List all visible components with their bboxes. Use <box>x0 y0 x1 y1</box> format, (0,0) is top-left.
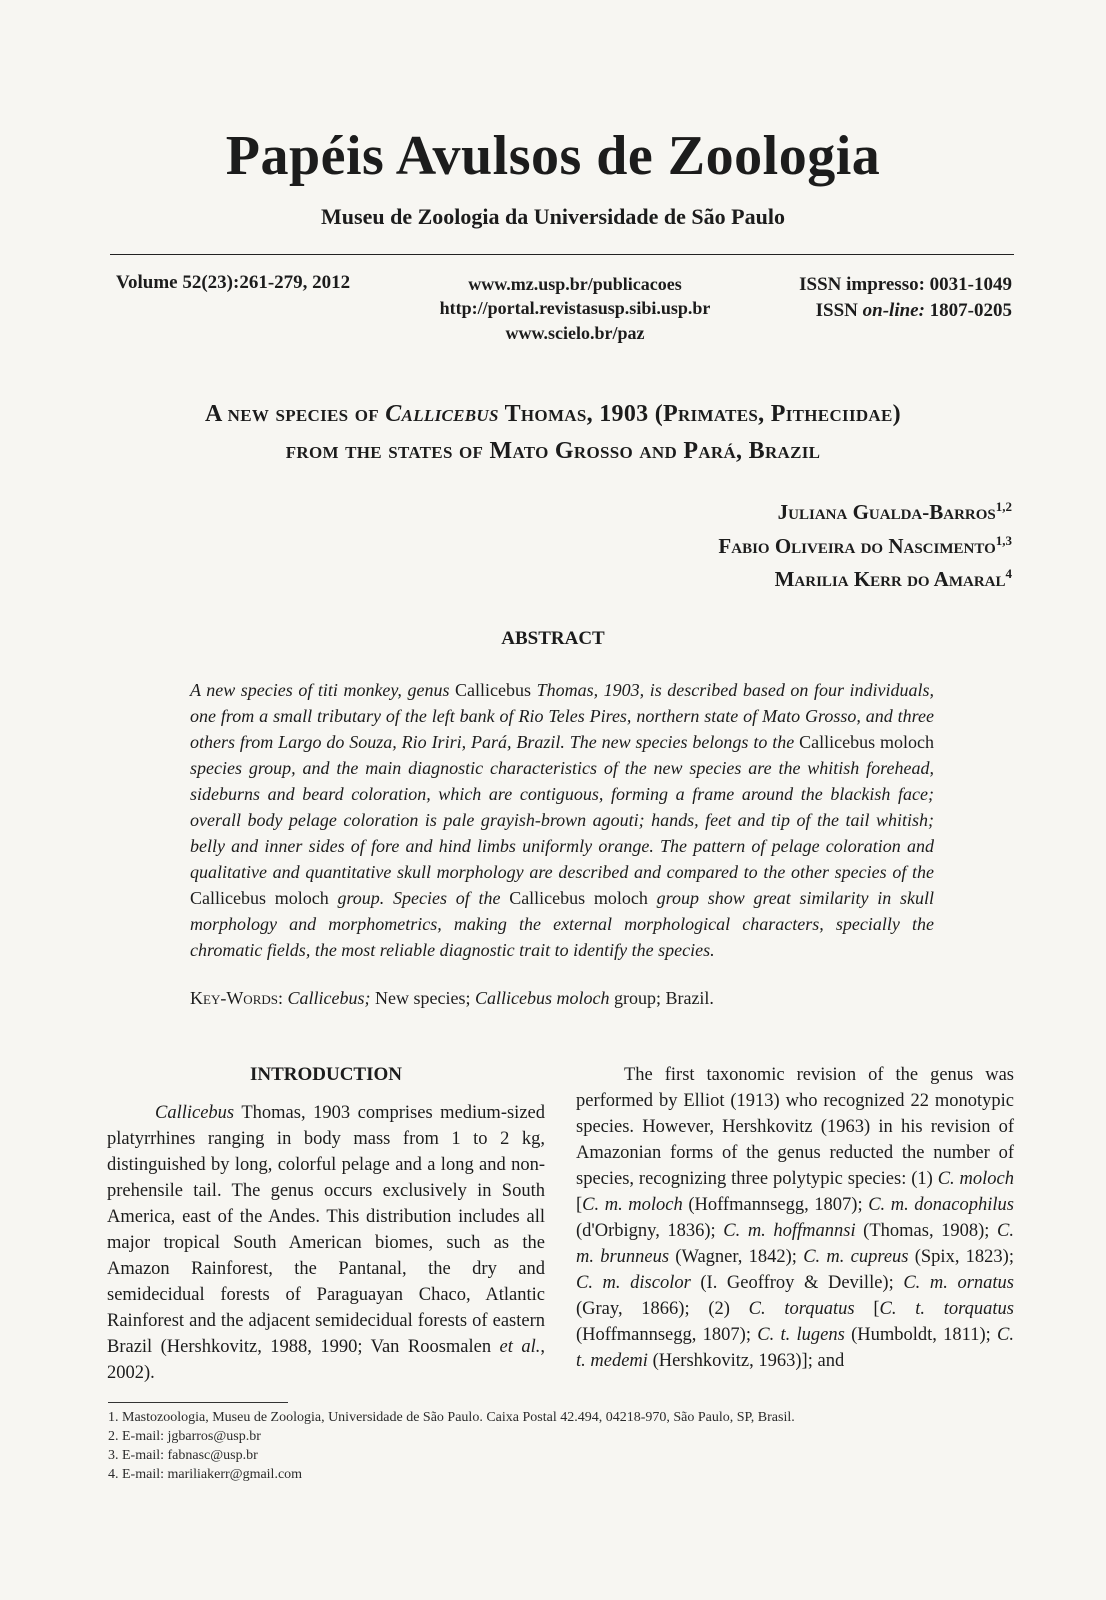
keywords-label: Key-Words: <box>190 988 283 1008</box>
body-taxon: C. moloch <box>937 1169 1014 1189</box>
body-taxon: C. t. torquatus <box>879 1299 1014 1319</box>
issn-print: ISSN impresso: 0031-1049 <box>799 274 1012 295</box>
issn-online-label: on-line: <box>862 299 925 321</box>
body-text: (Wagner, 1842); <box>669 1247 804 1267</box>
body-taxon: C. m. donacophilus <box>868 1195 1014 1215</box>
body-text: (Spix, 1823); <box>908 1247 1014 1267</box>
keyword: group; Brazil. <box>609 988 714 1008</box>
body-taxon: C. t. medemi <box>576 1325 1014 1371</box>
author-affiliation: 1,3 <box>995 532 1012 548</box>
footnote: 3. E-mail: fabnasc@usp.br <box>108 1448 258 1463</box>
body-column-right <box>576 1062 1014 1374</box>
author <box>718 530 1012 564</box>
url-link[interactable]: http://portal.revistasusp.sibi.usp.br <box>439 298 711 319</box>
author <box>718 563 1012 597</box>
author-affiliation: 1,2 <box>995 499 1012 514</box>
article-title <box>0 396 1106 470</box>
body-text: [ <box>854 1299 880 1319</box>
keyword: Callicebus moloch <box>474 988 610 1008</box>
body-text: [ <box>576 1195 583 1215</box>
body-text: , 2002). <box>107 1337 545 1383</box>
abstract-taxon: Callicebus moloch <box>190 888 329 908</box>
body-paragraph <box>107 1100 545 1386</box>
body-text: (Thomas, 1908); <box>855 1221 998 1241</box>
footnote: 4. E-mail: mariliakerr@gmail.com <box>108 1467 303 1482</box>
body-text: Thomas, 1903 comprises medium-sized platyrrhines ranging in body mass from 1 to 2 kg, distinguished by long, colorful pelage and a long and non-prehensile tail. The genus occurs exclusively in South America, east of the Andes. This distribution includes all major tropical South American biomes, such as the Amazon Rainforest, the Pantanal, the dry and semidecidual forests of Paraguayan Chaco, Atlantic Rainforest and the adjacent semidecidual forests of eastern Brazil (Hershkovitz, 1988, 1990; Van Roosmalen <box>107 1103 545 1357</box>
article-title-line-2: from the states of Mato Grosso and Pará, Brazil <box>285 438 821 465</box>
title-part: A new species of <box>205 401 386 427</box>
author-name: Juliana Gualda-Barros <box>777 500 996 524</box>
body-text: The first taxonomic revision of the genus was performed by Elliot (1913) who recognized 22 monotypic species. However, Hershkovitz (1963) in his revision of Amazonian forms of the genus reducted the number of species, recognizing three polytypic species: (1) <box>576 1065 1014 1189</box>
issn-online-value: 1807-0205 <box>924 299 1012 321</box>
header-divider <box>110 254 1014 255</box>
abstract-taxon: Callicebus <box>455 680 532 700</box>
volume-info: Volume 52(23):261-279, 2012 <box>116 272 351 293</box>
body-text: (d'Orbigny, 1836); <box>576 1221 724 1241</box>
abstract-part: group. Species of the <box>328 888 510 908</box>
abstract-part: Thomas, 1903, is described based on four individuals, one from a small tributary of the left bank of Rio Teles Pires, northern state of Mato Grosso, and three others from Largo do Souza, Rio Iriri, Pará, Brazil. The new species belongs to the <box>190 680 935 752</box>
url-link[interactable]: www.scielo.br/paz <box>505 322 645 343</box>
author-affiliation: 4 <box>1005 566 1012 582</box>
section-heading-introduction: INTRODUCTION <box>249 1064 403 1085</box>
journal-urls <box>420 272 730 345</box>
author-list <box>718 496 1012 597</box>
abstract-heading: ABSTRACT <box>501 628 605 649</box>
abstract-text <box>190 677 934 963</box>
body-text: (Hershkovitz, 1963)]; and <box>647 1351 845 1371</box>
url-link[interactable]: www.mz.usp.br/publicacoes <box>468 274 682 294</box>
issn-online <box>799 298 1012 324</box>
abstract-part: species group, and the main diagnostic characteristics of the new species are the whitish forehead, sideburns and beard coloration, which are contiguous, forming a frame around the blackish face; overall body pelage coloration is pale grayish-brown agouti; hands, feet and tip of the tail whitish; belly and inner sides of fore and hind limbs uniformly orange. The pattern of pelage coloration and qualitative and quantitative skull morphology are described and compared to the other species of the <box>190 758 934 882</box>
issn-info <box>799 272 1012 323</box>
body-taxon: C. m. cupreus <box>803 1247 909 1267</box>
title-part: Thomas, 1903 (Primates, Pitheciidae) <box>498 401 901 427</box>
body-taxon: Callicebus <box>155 1103 235 1123</box>
journal-subtitle: Museu de Zoologia da Universidade de São Paulo <box>321 204 785 229</box>
footnote: 2. E-mail: jgbarros@usp.br <box>108 1429 261 1444</box>
body-taxon: C. m. hoffmannsi <box>723 1221 856 1241</box>
body-taxon: C. m. ornatus <box>903 1273 1014 1293</box>
abstract-part: group show great similarity in skull morphology and morphometrics, making the external morphological characters, specially the chromatic fields, the most reliable diagnostic trait to identify the species. <box>190 888 934 960</box>
title-genus: Callicebus <box>385 401 499 427</box>
keywords <box>190 988 934 1009</box>
body-column-left <box>107 1062 545 1386</box>
keyword: Callicebus; <box>287 988 371 1008</box>
issn-online-prefix: ISSN <box>815 299 863 321</box>
footnote: 1. Mastozoologia, Museu de Zoologia, Universidade de São Paulo. Caixa Postal 42.494, 04218-970, São Paulo, SP, Brasil. <box>108 1410 795 1425</box>
body-text-italic: et al. <box>499 1337 541 1357</box>
body-taxon: C. torquatus <box>748 1299 855 1319</box>
author <box>718 496 1012 530</box>
author-name: Fabio Oliveira do Nascimento <box>718 533 996 558</box>
body-taxon: C. m. brunneus <box>576 1221 1014 1267</box>
abstract-taxon: Callicebus moloch <box>509 888 648 908</box>
body-text: (Hoffmannsegg, 1807); <box>682 1195 869 1215</box>
footnotes <box>108 1408 795 1484</box>
journal-title: Papéis Avulsos de Zoologia <box>225 125 881 187</box>
body-paragraph <box>576 1062 1014 1374</box>
body-text: (I. Geoffroy & Deville); <box>690 1273 904 1293</box>
body-text: (Hoffmannsegg, 1807); <box>576 1325 758 1345</box>
article-title-line-1 <box>0 396 1106 433</box>
abstract-taxon: Callicebus moloch <box>799 732 934 752</box>
abstract-part: A new species of titi monkey, genus <box>190 680 456 700</box>
author-name: Marilia Kerr do Amaral <box>774 567 1006 592</box>
footnote-divider <box>108 1402 288 1403</box>
keyword: New species; <box>370 988 475 1008</box>
body-text: (Humboldt, 1811); <box>844 1325 998 1345</box>
body-taxon: C. m. discolor <box>576 1273 691 1293</box>
body-taxon: C. t. lugens <box>757 1325 845 1345</box>
body-taxon: C. m. moloch <box>582 1195 683 1215</box>
body-text: (Gray, 1866); (2) <box>576 1299 749 1319</box>
